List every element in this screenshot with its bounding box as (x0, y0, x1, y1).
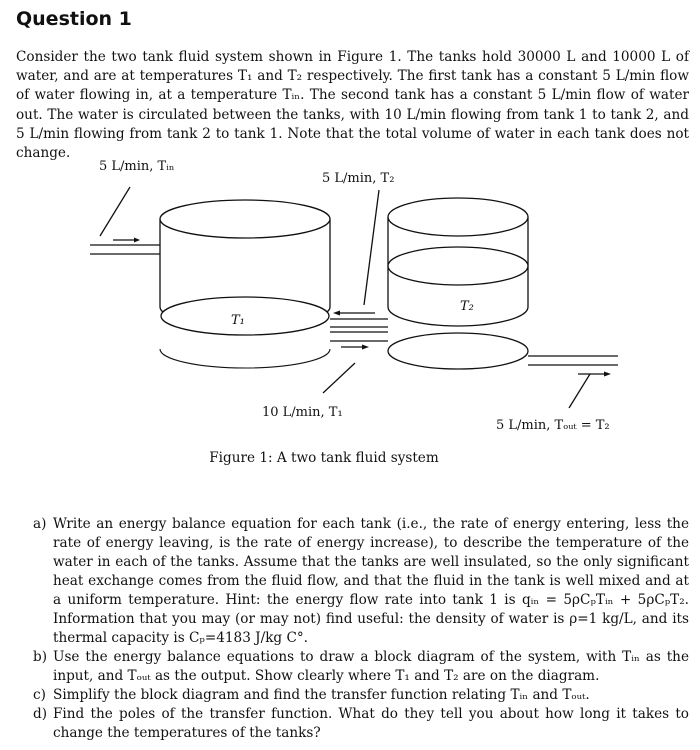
question-parts (16, 515, 689, 743)
part-b (16, 648, 689, 686)
part-b-marker: b) (33, 649, 48, 665)
tank-1-temperature: T₁ (231, 313, 245, 328)
figure-caption-text: Figure 1: A two tank fluid system (209, 450, 439, 466)
problem-statement: Consider the two tank fluid system shown in Figure 1. The tanks hold 30000 L and 10000 L of water, and are at temperatures T₁ and T₂ respectively. The first tank has a constant 5 L/min flow of water flowing in, at a temperature Tᵢₙ. The second tank has a constant 5 L/min flow of water out. The water is circulated between the tanks, with 10 L/min flowing from tank 1 to tank 2, and 5 L/min flowing from tank 2 to tank 1. Note that the total volume of water in each tank does not change. (16, 49, 689, 162)
tank-2-temperature: T₂ (460, 299, 474, 314)
tank-2 (388, 198, 528, 369)
part-c-marker: c) (33, 687, 46, 703)
inlet-pipe (90, 187, 160, 254)
outlet-pipe (528, 356, 618, 408)
connecting-pipes (323, 190, 388, 393)
outflow-label: 5 L/min, Tₒᵤₜ = T₂ (496, 418, 610, 433)
question-heading: Question 1 (16, 8, 132, 30)
tank-1 (160, 200, 330, 368)
part-a-marker: a) (33, 516, 47, 532)
part-d (16, 705, 689, 743)
part-a-text: Write an energy balance equation for each tank (i.e., the rate of energy entering, less the rate of energy leaving, is the rate of energy increase), to describe the temperature of the water in each of the tanks. Assume that the tanks are well insulated, so the only significant heat exchange comes from the fluid flow, and that the fluid in the tank is well mixed and at a uniform temperature. Hint: the energy flow rate into tank 1 is qᵢₙ = 5ρCₚTᵢₙ + 5ρCₚT₂. Information that you may (or may not) find useful: the density of water is ρ=1 kg/L, and its thermal capacity is Cₚ=4183 J/kg C°. (53, 516, 689, 646)
part-d-text: Find the poles of the transfer function. What do they tell you about how long it takes to change the temperatures of the tanks? (53, 706, 689, 741)
two-tank-figure (0, 150, 700, 480)
figure-caption (0, 450, 700, 466)
part-a (16, 515, 689, 648)
tank-1-water-surface (161, 297, 329, 335)
part-c (16, 686, 689, 705)
tank-2-water-surface (388, 247, 528, 285)
return-flow-label: 5 L/min, T₂ (322, 171, 395, 186)
transfer-flow-label: 10 L/min, T₁ (262, 405, 343, 420)
part-b-text: Use the energy balance equations to draw a block diagram of the system, with Tᵢₙ as the input, and Tₒᵤₜ as the output. Show clearly where T₁ and T₂ are on the diagram. (53, 649, 689, 684)
inflow-label: 5 L/min, Tᵢₙ (99, 159, 175, 174)
part-d-marker: d) (33, 706, 48, 722)
part-c-text: Simplify the block diagram and find the transfer function relating Tᵢₙ and Tₒᵤₜ. (53, 687, 590, 703)
